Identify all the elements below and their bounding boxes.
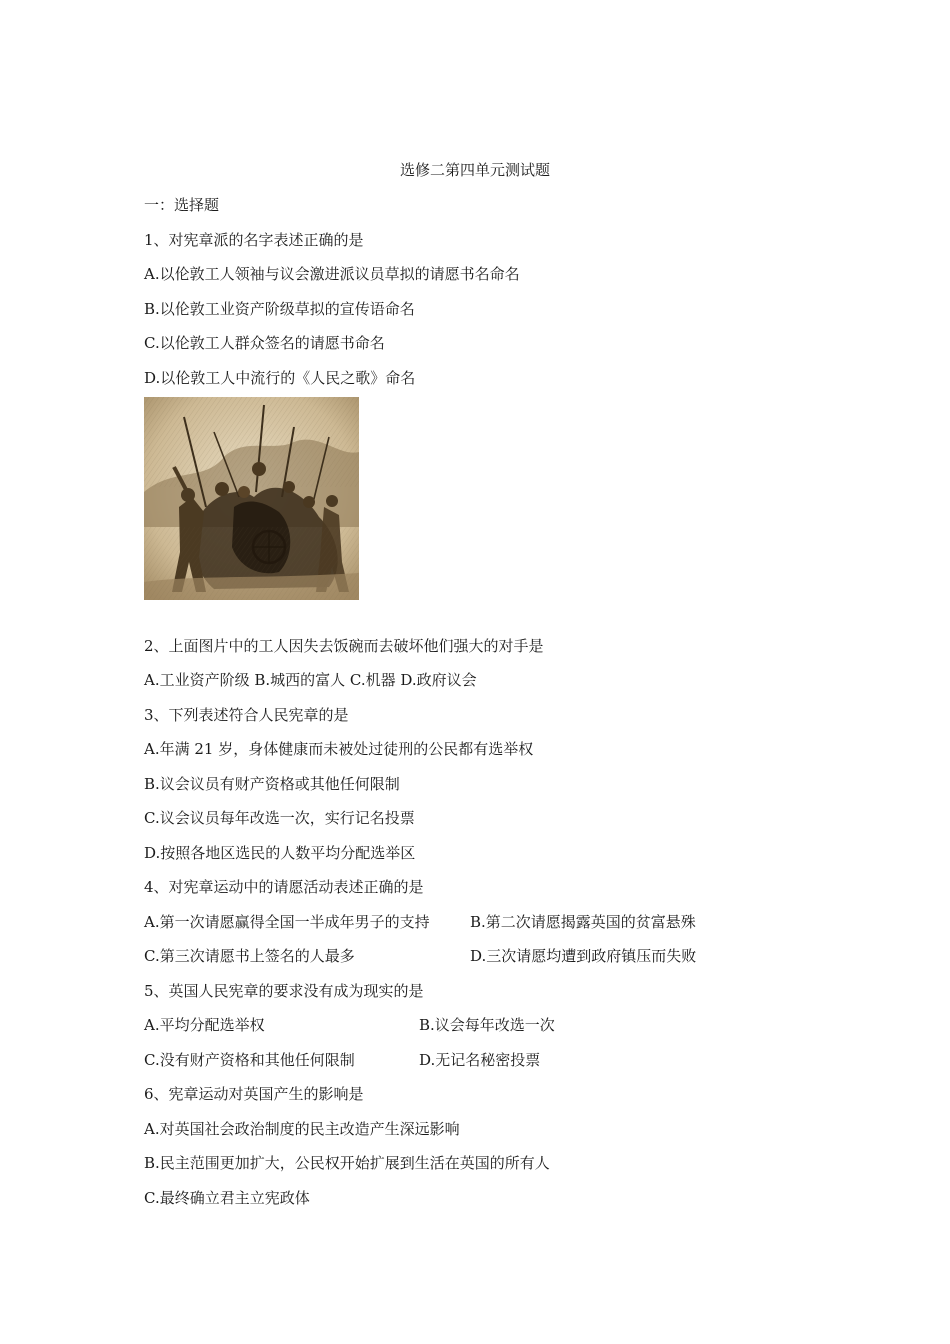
question-1-option-a: A.以伦敦工人领袖与议会激进派议员草拟的请愿书名命名 bbox=[144, 265, 520, 283]
question-3-option-c: C.议会议员每年改选一次，实行记名投票 bbox=[144, 809, 415, 827]
question-4-option-a: A.第一次请愿赢得全国一半成年男子的支持 bbox=[144, 913, 430, 931]
question-3-option-b: B.议会议员有财产资格或其他任何限制 bbox=[144, 775, 400, 793]
question-3-stem: 3、下列表述符合人民宪章的是 bbox=[144, 706, 349, 724]
engraving-workers-breaking-machines-icon bbox=[144, 397, 359, 600]
question-5-stem: 5、英国人民宪章的要求没有成为现实的是 bbox=[144, 982, 424, 1000]
question-4-option-c: C.第三次请愿书上签名的人最多 bbox=[144, 947, 355, 965]
question-6-option-a: A.对英国社会政治制度的民主改造产生深远影响 bbox=[144, 1120, 460, 1138]
question-2-stem: 2、上面图片中的工人因失去饭碗而去破坏他们强大的对手是 bbox=[144, 637, 544, 655]
section-heading: 一：选择题 bbox=[144, 196, 220, 214]
question-2-options: A.工业资产阶级 B.城西的富人 C.机器 D.政府议会 bbox=[144, 671, 477, 689]
question-3-option-d: D.按照各地区选民的人数平均分配选举区 bbox=[144, 844, 416, 862]
question-5-option-a: A.平均分配选举权 bbox=[144, 1016, 265, 1034]
question-5-option-c: C.没有财产资格和其他任何限制 bbox=[144, 1051, 355, 1069]
question-5-option-d: D.无记名秘密投票 bbox=[419, 1051, 541, 1069]
page-title: 选修二第四单元测试题 bbox=[399, 161, 550, 179]
question-3-option-a: A.年满 21 岁，身体健康而未被处过徒刑的公民都有选举权 bbox=[144, 740, 534, 758]
question-5-option-b: B.议会每年改选一次 bbox=[419, 1016, 555, 1034]
question-1-option-b: B.以伦敦工业资产阶级草拟的宣传语命名 bbox=[144, 300, 415, 318]
question-4-stem: 4、对宪章运动中的请愿活动表述正确的是 bbox=[144, 878, 424, 896]
question-6-option-b: B.民主范围更加扩大，公民权开始扩展到生活在英国的所有人 bbox=[144, 1154, 550, 1172]
question-1-option-c: C.以伦敦工人群众签名的请愿书命名 bbox=[144, 334, 385, 352]
question-6-option-c: C.最终确立君主立宪政体 bbox=[144, 1189, 310, 1207]
question-1-option-d: D.以伦敦工人中流行的《人民之歌》命名 bbox=[144, 369, 416, 387]
question-1-stem: 1、对宪章派的名字表述正确的是 bbox=[144, 231, 364, 249]
engraving-illustration bbox=[144, 397, 359, 600]
question-4-option-b: B.第二次请愿揭露英国的贫富悬殊 bbox=[470, 913, 696, 931]
question-6-stem: 6、宪章运动对英国产生的影响是 bbox=[144, 1085, 364, 1103]
question-4-option-d: D.三次请愿均遭到政府镇压而失败 bbox=[470, 947, 697, 965]
